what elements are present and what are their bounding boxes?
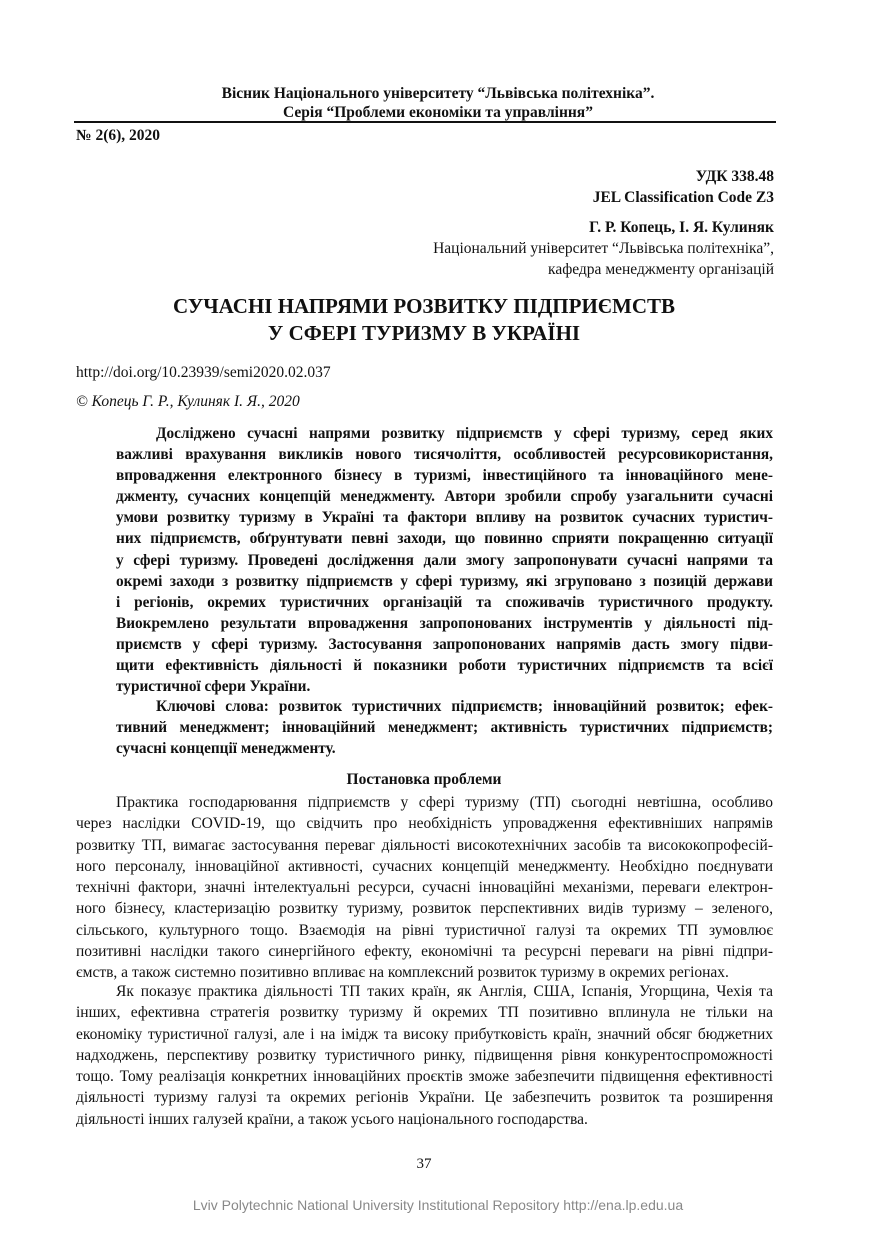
udk-code: УДК 338.48 [695, 168, 774, 185]
body-line: Практика господарювання підприємств у сфері туризму (ТП) сьогодні невтішна, особливо [116, 794, 773, 811]
paragraph-1 [76, 792, 773, 984]
copyright: © Копець Г. Р., Кулиняк І. Я., 2020 [76, 393, 300, 410]
keywords-line: сучасні концепції менеджменту. [116, 740, 336, 758]
body-line: діяльності туризму галузі та окремих регіонів України. Це забезпечить розвиток та розширення [76, 1089, 773, 1107]
keywords [116, 696, 773, 759]
abstract-line: туристичної сфери України. [116, 678, 311, 696]
affiliation-university: Національний університет “Львівська політехніка”, [433, 240, 774, 257]
keywords-line: Ключові слова: розвиток туристичних підприємств; інноваційний розвиток; ефек- [156, 698, 773, 715]
abstract-line: окремі заходи з розвитку підприємств у сфері туризму, які згруповано з позицій держави [116, 572, 773, 590]
issue-number: № 2(6), 2020 [76, 127, 161, 144]
journal-series: Серія “Проблеми економіки та управління” [283, 104, 593, 121]
body-line: Як показує практика діяльності ТП таких країн, як Англія, США, Іспанія, Угорщина, Чехія та [116, 983, 773, 1000]
page-number: 37 [416, 1156, 432, 1172]
body-line: через наслідки COVID-19, що свідчить про необхідність упровадження ефективніших напрямів [76, 815, 773, 833]
abstract-line: умови розвитку туризму в Україні та фактори впливу на розвиток сучасних туристич- [116, 509, 773, 527]
body-line: ємств, а також системно позитивно впливає на комплексний розвиток туризму в окремих регіонах. [76, 964, 729, 982]
abstract-line: Виокремлено результати впровадження запропонованих інструментів у діяльності під- [116, 614, 773, 632]
body-line: розвитку ТП, вимагає застосування переваг діяльності високотехнічних засобів та висококопрофесій- [76, 836, 773, 854]
body-line: ного бізнесу, кластеризацію розвитку туризму, розвиток перспективних видів туризму – зеленого, [76, 900, 773, 918]
body-line: інших, ефективна стратегія розвитку туризму й окремих ТП позитивно вплинула не тільки на [76, 1004, 773, 1022]
doi-link[interactable]: http://doi.org/10.23939/semi2020.02.037 [76, 364, 331, 381]
page-title [0, 293, 848, 347]
abstract-line: джменту, сучасних концепцій менеджменту. Автори зробили спробу узагальнити сучасні [116, 488, 773, 506]
abstract-line: у сфері туризму. Проведені дослідження дали змогу запропонувати сучасні напрями та [116, 551, 773, 569]
body-line: тощо. Тому реалізація конкретних інноваційних проєктів зможе забезпечити підвищення ефективності [76, 1068, 773, 1086]
keywords-line: тивний менеджмент; інноваційний менеджмент; активність туристичних підприємств; [116, 719, 773, 737]
authors: Г. Р. Копець, І. Я. Кулиняк [589, 219, 774, 236]
body-line: діяльності інших галузей країни, а також усього національного господарства. [76, 1110, 588, 1128]
abstract-line: щити ефективність діяльності й показники роботи туристичних підприємств та всієї [116, 657, 773, 675]
abstract-line: впровадження електронного бізнесу в туризмі, інвестиційного та інноваційного мене- [116, 467, 773, 485]
paragraph-2 [76, 981, 773, 1130]
affiliation-department: кафедра менеджменту організацій [548, 261, 774, 278]
title-line-2: У СФЕРІ ТУРИЗМУ В УКРАЇНІ [267, 321, 581, 345]
abstract-line: них підприємств, обґрунтувати певні заходи, що повинно сприяти покращенню ситуації [116, 530, 773, 548]
body-line: технічні фактори, значні інтелектуальні ресурси, сучасні інноваційні механізми, переваги електрон- [76, 879, 773, 897]
section-heading: Постановка проблеми [346, 771, 502, 788]
abstract-line: Досліджено сучасні напрями розвитку підприємств у сфері туризму, серед яких [156, 425, 773, 442]
title-line-1: СУЧАСНІ НАПРЯМИ РОЗВИТКУ ПІДПРИЄМСТВ [172, 294, 676, 318]
abstract-line: важливі врахування викликів нового тисячоліття, особливостей ресурсовикористання, [116, 446, 773, 464]
body-line: надходжень, перспективу розвитку туристичного ринку, підвищення рівня конкурентоспроможності [76, 1046, 773, 1064]
header-rule [74, 121, 776, 123]
body-line: економіку туристичної галузі, але і на імідж та високу прибутковість країн, значний обсяг бюджетних [76, 1025, 773, 1043]
abstract-line: приємств у сфері туризму. Застосування запропонованих напрямів дасть змогу підви- [116, 635, 773, 653]
journal-header [0, 84, 876, 122]
jel-code: JEL Classification Code Z3 [592, 189, 774, 206]
abstract-line: і регіонів, окремих туристичних організацій та споживачів туристичного продукту. [116, 593, 773, 611]
repository-footer: Lviv Polytechnic National University Institutional Repository http://ena.lp.edu.ua [192, 1197, 684, 1213]
abstract [116, 423, 773, 697]
journal-title: Вісник Національного університету “Львівська політехніка”. [221, 85, 655, 102]
body-line: позитивні наслідки такого синергійного ефекту, економічні та ресурсні переваги на рівні підпри- [76, 943, 773, 961]
body-line: сільського, культурного тощо. Взаємодія на рівні туристичної галузі та окремих ТП зумовлює [76, 921, 773, 939]
body-line: ного персоналу, інноваційної активності, сучасних концепцій менеджменту. Необхідно поєднувати [76, 857, 773, 875]
